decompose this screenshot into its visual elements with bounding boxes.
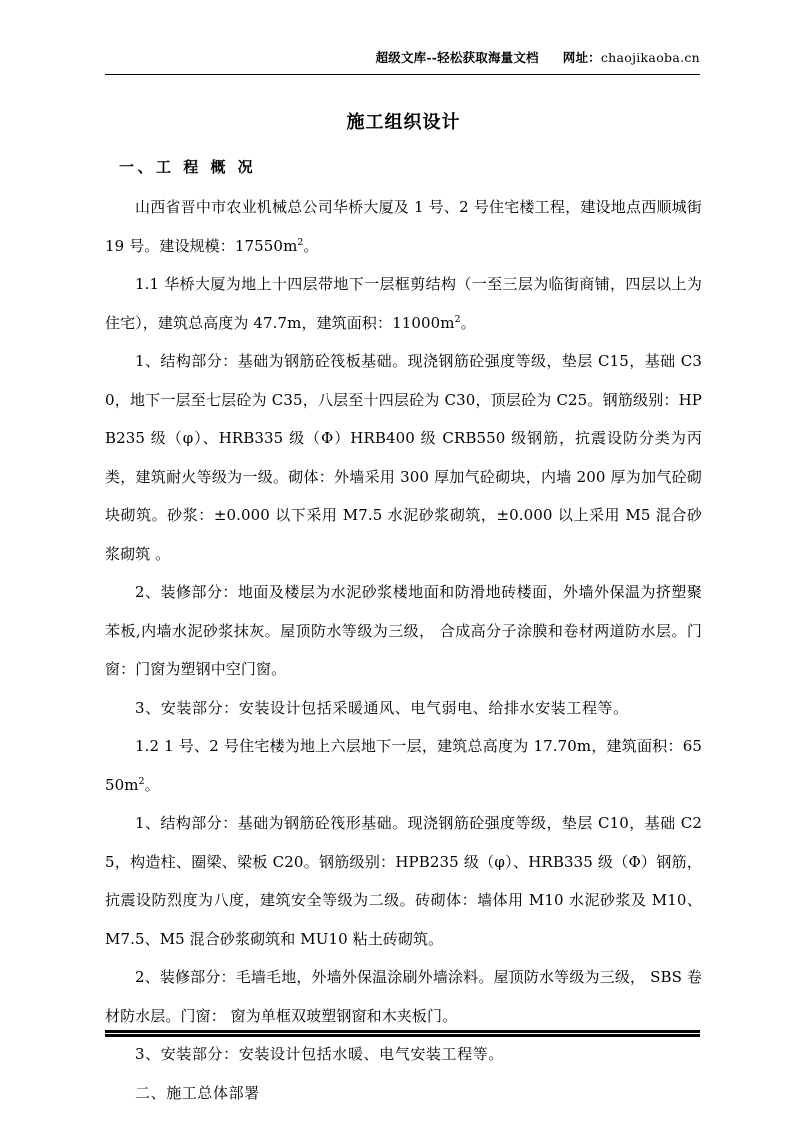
paragraph-1-1-installation: 3、安装部分：安装设计包括采暖通风、电气弱电、给排水安装工程等。 [135,698,629,717]
header-site-title: 超级文库--轻松获取海量文档 [375,50,539,65]
superscript-square-2: 2 [454,313,461,325]
paragraph-1-1-end: 。 [460,313,476,332]
header-url: chaojikaoba.cn [600,50,700,65]
paragraph-1-1 [105,265,702,342]
page-header [105,48,700,68]
paragraph-1-2 [105,727,702,804]
section-heading-1: 一、工 程 概 况 [119,158,257,176]
superscript-square-3: 2 [138,775,145,787]
header-url-label: 网址： [562,50,601,65]
paragraph-1-1-structure: 1、结构部分：基础为钢筋砼筏板基础。现浇钢筋砼强度等级，垫层 C15，基础 C30，地下一层至七层砼为 C35，八层至十四层砼为 C30，顶层砼为 C25。钢筋级别：HPB235 级（φ）、HRB335 级（Φ）HRB400 级 CRB550 级钢筋，抗震设防分类为丙类，建筑耐火等级为一级。砌体：外墙采用 300 厚加气砼砌块，内墙 200 厚为加气砼砌块砌筑。砂浆：±0.000 以下采用 M7.5 水泥砂浆砌筑，±0.000 以上采用 M5 混合砂浆砌筑 。 [105,352,702,563]
paragraph-1-2-decoration: 2、装修部分：毛墙毛地，外墙外保温涂刷外墙涂料。屋顶防水等级为三级， SBS 卷材防水层。门窗： 窗为单框双玻塑钢窗和木夹板门。 [105,968,702,1025]
paragraph-overview [105,188,702,265]
header-divider [105,74,700,75]
paragraph-1-1-decoration: 2、装修部分：地面及楼层为水泥砂浆楼地面和防滑地砖楼面，外墙外保温为挤塑聚苯板,内墙水泥砂浆抹灰。屋顶防水等级为三级， 合成高分子涂膜和卷材两道防水层。门窗：门窗为塑钢中空门窗。 [105,583,702,678]
paragraph-overview-end: 。 [303,236,319,255]
paragraph-1-2-structure: 1、结构部分：基础为钢筋砼筏形基础。现浇钢筋砼强度等级，垫层 C10，基础 C25，构造柱、圈梁、梁板 C20。钢筋级别：HPB235 级（φ）、HRB335 级（Φ）钢筋，抗震设防烈度为八度，建筑安全等级为二级。砖砌体：墙体用 M10 水泥砂浆及 M10、M7.5、M5 混合砂浆砌筑和 MU10 粘土砖砌筑。 [105,814,702,948]
paragraph-1-2-end: 。 [144,775,160,794]
paragraph-1-1-text: 1.1 华桥大厦为地上十四层带地下一层框剪结构（一至三层为临街商铺，四层以上为住宅），建筑总高度为 47.7m，建筑面积：11000m [105,275,702,332]
page-title: 施工组织设计 [346,112,461,133]
superscript-square-1: 2 [297,236,304,248]
paragraph-overview-text: 山西省晋中市农业机械总公司华桥大厦及 1 号、2 号住宅楼工程，建设地点西顺城街 19 号。建设规模：17550m [105,198,702,255]
section-heading-2: 二、施工总体部署 [135,1083,260,1102]
paragraph-1-2-text: 1.2 1 号、2 号住宅楼为地上六层地下一层，建筑总高度为 17.70m，建筑面积：6550m [105,737,702,794]
paragraph-1-2-installation: 3、安装部分：安装设计包括水暖、电气安装工程等。 [135,1045,504,1063]
footer-divider [105,1030,700,1037]
document-body [105,108,702,1112]
